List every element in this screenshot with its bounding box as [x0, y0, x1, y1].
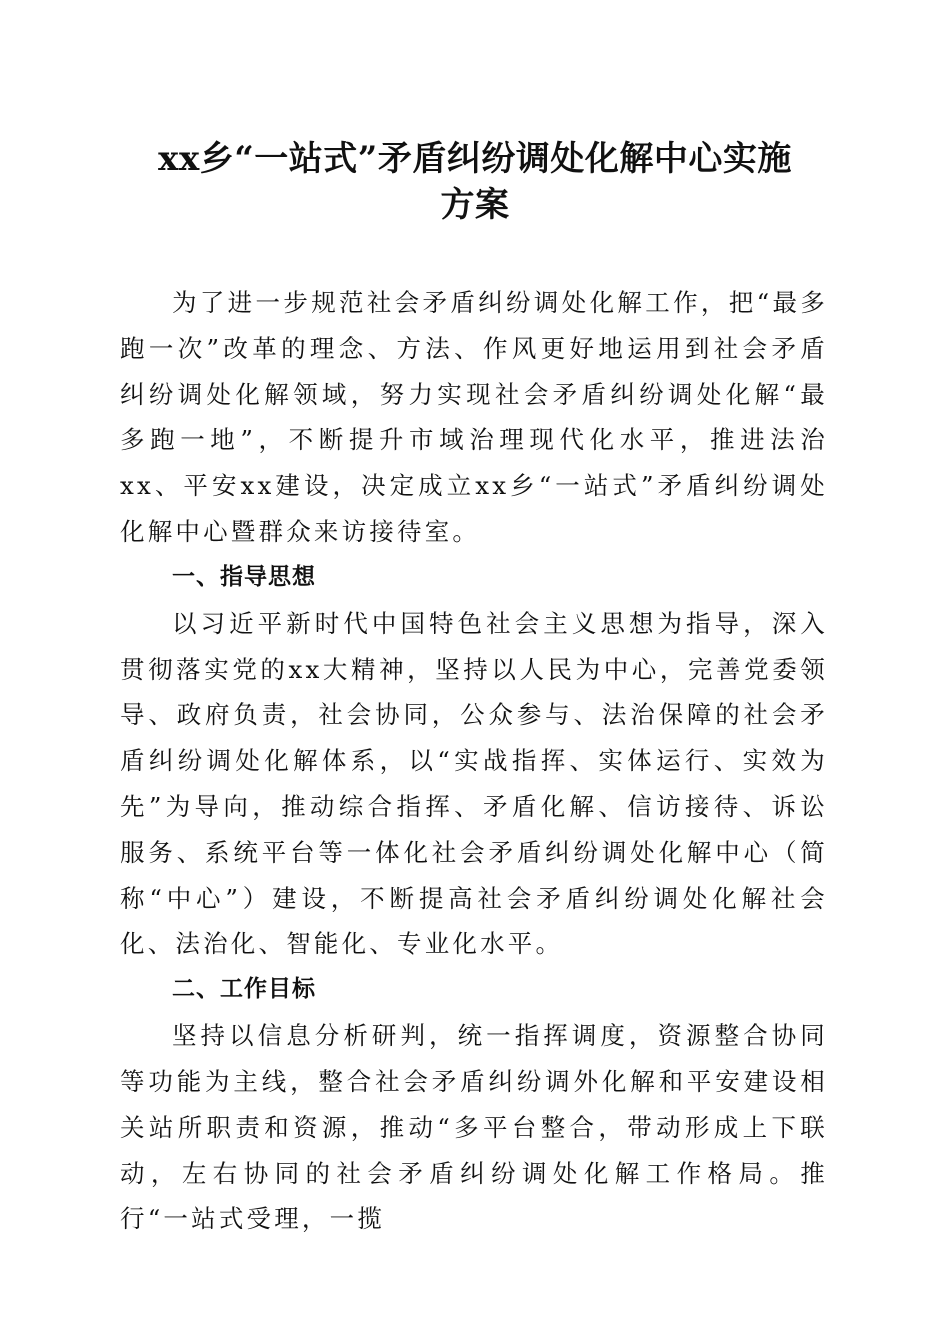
section-1-heading: 一、指导思想 — [172, 563, 316, 590]
section-2-paragraph: 坚持以信息分析研判，统一指挥调度，资源整合协同等功能为主线，整合社会矛盾纠纷调外化解和平安建设相关站所职责和资源，推动“多平台整合，带动形成上下联动，左右协同的社会矛盾纠纷调处化解工作格局。推行“一站式受理，一揽 — [120, 1021, 828, 1234]
section-2-heading: 二、工作目标 — [172, 976, 316, 1003]
section-1-paragraph: 以习近平新时代中国特色社会主义思想为指导，深入贯彻落实党的xx大精神，坚持以人民为中心，完善党委领导、政府负责，社会协同，公众参与、法治保障的社会矛盾纠纷调处化解体系，以“实战指挥、实体运行、实效为先”为导向，推动综合指挥、矛盾化解、信访接待、诉讼服务、系统平台等一体化社会矛盾纠纷调处化解中心（简称“中心”）建设，不断提高社会矛盾纠纷调处化解社会化、法治化、智能化、专业化水平。 — [120, 608, 828, 959]
title-line-2: 方案 — [440, 185, 510, 225]
document-body — [120, 280, 828, 1242]
intro-paragraph: 为了进一步规范社会矛盾纠纷调处化解工作，把“最多跑一次”改革的理念、方法、作风更好地运用到社会矛盾纠纷调处化解领域，努力实现社会矛盾纠纷调处化解“最多跑一地”，不断提升市域治理现代化水平，推进法治xx、平安xx建设，决定成立xx乡“一站式”矛盾纠纷调处化解中心暨群众来访接待室。 — [120, 288, 828, 546]
document-title — [100, 136, 850, 228]
title-line-1: xx乡“一站式”矛盾纠纷调处化解中心实施 — [158, 139, 792, 179]
